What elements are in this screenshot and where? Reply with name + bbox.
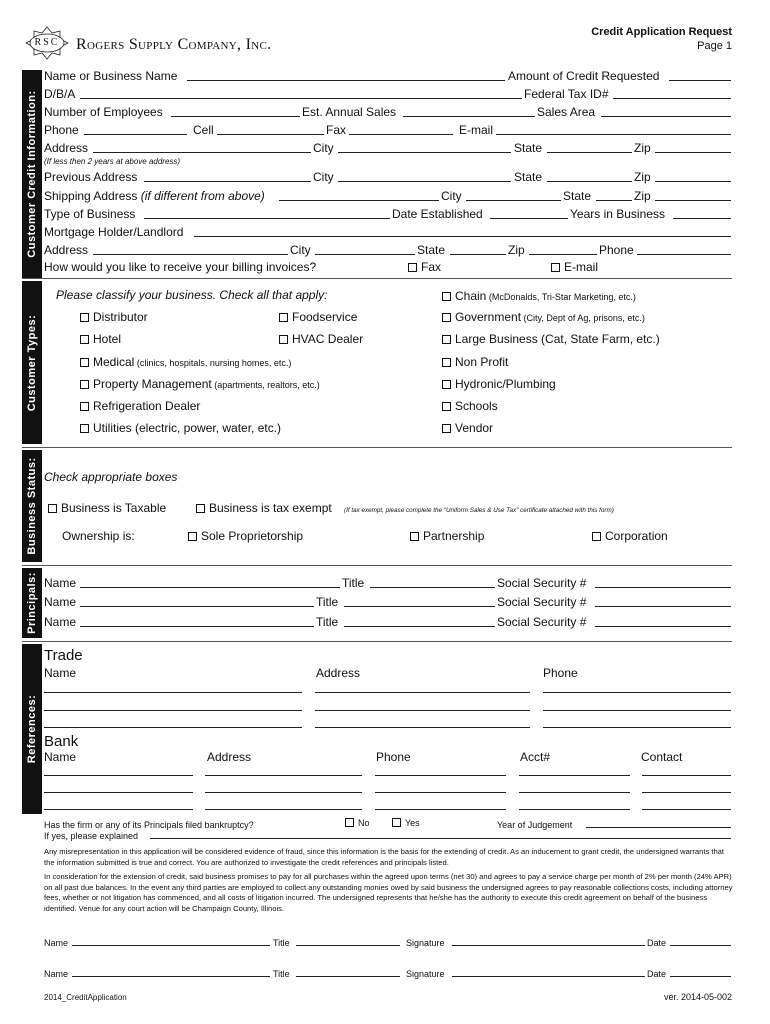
tax-id-label: Federal Tax ID# — [524, 87, 609, 101]
trade-heading: Trade — [44, 647, 83, 664]
email-label: E-mail — [459, 123, 494, 137]
bank-contact-field[interactable] — [642, 792, 731, 793]
bank-acct-field[interactable] — [519, 809, 630, 810]
bank-address-header: Address — [207, 750, 252, 764]
explain-label: If yes, please explained — [44, 831, 139, 841]
bank-acct-header: Acct# — [520, 750, 551, 764]
billing-email-checkbox[interactable]: E-mail — [551, 260, 598, 274]
amount-field[interactable] — [669, 80, 731, 81]
sales-area-label: Sales Area — [537, 105, 596, 119]
principal-title-field[interactable] — [344, 626, 495, 627]
trade-phone-field[interactable] — [543, 710, 731, 711]
years-field[interactable] — [673, 218, 731, 219]
principal-ssn-field[interactable] — [595, 626, 731, 627]
bank-name-header: Name — [44, 750, 77, 764]
bank-acct-field[interactable] — [519, 775, 630, 776]
sig-name-field[interactable] — [72, 976, 270, 977]
sales-label: Est. Annual Sales — [302, 105, 397, 119]
bank-name-field[interactable] — [44, 792, 193, 793]
years-label: Years in Business — [570, 207, 665, 221]
bank-contact-field[interactable] — [642, 775, 731, 776]
mortgage-phone-field[interactable] — [637, 254, 731, 255]
mortgage-city-label: City — [290, 243, 311, 257]
zip-field[interactable] — [655, 152, 731, 153]
type-government[interactable]: Government (City, Dept of Ag, prisons, etc.) — [442, 310, 645, 325]
prev-city-label: City — [313, 170, 334, 184]
section-customer-types: Customer Types: — [22, 281, 42, 444]
judgement-year-field[interactable] — [586, 827, 731, 828]
ship-zip-field[interactable] — [655, 200, 731, 201]
company-name: Rogers Supply Company, Inc. — [76, 36, 272, 53]
ship-state-field[interactable] — [596, 200, 632, 201]
types-intro: Please classify your business. Check all that apply: — [56, 288, 328, 302]
mortgage-phone-label: Phone — [599, 243, 634, 257]
sig-date-field[interactable] — [670, 945, 731, 946]
legal-paragraph-1: Any misrepresentation in this application will be considered evidence of fraud, since this information is the basis for the extending of credit. As an inducement to grant credit, the undersigned warrants that the information submitted is true and correct. You are authorized to investigate the credit references and principals listed. — [44, 847, 725, 867]
sig-signature-field[interactable] — [452, 945, 645, 946]
section-business-status: Business Status: — [22, 450, 42, 562]
mortgage-address-label: Address — [44, 243, 89, 257]
sig-title-field[interactable] — [296, 945, 400, 946]
shipping-label: Shipping Address (if different from above) — [44, 189, 265, 203]
principal-title-field[interactable] — [370, 587, 495, 588]
exempt-note: (If tax exempt, please complete the "Uniform Sales & Use Tax" certificate attached with this form) — [344, 507, 614, 514]
type-large[interactable]: Large Business (Cat, State Farm, etc.) — [442, 332, 660, 346]
ship-state-label: State — [563, 189, 592, 203]
type-vendor[interactable]: Vendor — [442, 421, 493, 435]
principal-ssn-field[interactable] — [595, 587, 731, 588]
date-est-label: Date Established — [392, 207, 483, 221]
type-nonprofit[interactable]: Non Profit — [442, 355, 508, 369]
ship-city-label: City — [441, 189, 462, 203]
ship-city-field[interactable] — [466, 200, 561, 201]
mortgage-label: Mortgage Holder/Landlord — [44, 225, 184, 239]
address-label: Address — [44, 141, 89, 155]
sig-signature-label: Signature — [406, 938, 445, 948]
sig-title-field[interactable] — [296, 976, 400, 977]
company-logo — [22, 25, 72, 61]
sig-signature-field[interactable] — [452, 976, 645, 977]
cell-field[interactable] — [217, 134, 324, 135]
page-title: Credit Application Request — [591, 26, 732, 38]
sole-checkbox[interactable]: Sole Proprietorship — [188, 529, 303, 543]
prev-state-field[interactable] — [547, 181, 632, 182]
ship-zip-label: Zip — [634, 189, 651, 203]
footer-version: ver. 2014-05-002 — [663, 992, 732, 1002]
mortgage-zip-label: Zip — [508, 243, 525, 257]
status-intro: Check appropriate boxes — [44, 470, 178, 484]
explain-field[interactable] — [150, 838, 731, 839]
billing-fax-checkbox[interactable]: Fax — [408, 260, 441, 274]
principal-name-field[interactable] — [80, 587, 340, 588]
trade-name-header: Name — [44, 666, 77, 680]
fax-label: Fax — [326, 123, 347, 137]
trade-phone-field[interactable] — [543, 727, 731, 728]
principal-ssn-label: Social Security # — [497, 595, 587, 609]
shipping-field[interactable] — [279, 200, 439, 201]
sig-date-label: Date — [647, 938, 667, 948]
bank-address-field[interactable] — [205, 775, 362, 776]
divider — [22, 278, 732, 279]
legal-paragraph-2: In consideration for the extension of credit, said business promises to pay for all purchases within the agreed upon terms (net 30) and agrees to pay a service charge per month of 2% per month (24% APR) on all past due balances. In the event any third parties are employed to collect any outstanding monies owed by said business the undersigned agrees to pay reasonable collections costs, including attorney fees, whether or not litigation has commenced, and all costs of litigation incurred. The undersigned represents that he/she has the authority to execute this credit agreement on behalf of the business identified. Venue for any court action will be Champaign County, Illinois. — [44, 872, 733, 913]
sig-title-label: Title — [273, 938, 290, 948]
principal-ssn-label: Social Security # — [497, 615, 587, 629]
phone-label: Phone — [44, 123, 79, 137]
tax-id-field[interactable] — [613, 98, 731, 99]
sig-name-label: Name — [44, 938, 69, 948]
principal-name-label: Name — [44, 615, 77, 629]
bank-phone-field[interactable] — [375, 792, 506, 793]
employees-label: Number of Employees — [44, 105, 163, 119]
type-hvac[interactable]: HVAC Dealer — [279, 332, 363, 346]
mortgage-address-field[interactable] — [93, 254, 288, 255]
footer-filename: 2014_CreditApplication — [44, 993, 127, 1002]
principal-name-label: Name — [44, 595, 77, 609]
fax-field[interactable] — [349, 134, 453, 135]
section-references: References: — [22, 644, 42, 814]
dba-label: D/B/A — [44, 87, 76, 101]
phone-field[interactable] — [84, 134, 187, 135]
amount-label: Amount of Credit Requested — [508, 69, 660, 83]
bank-acct-field[interactable] — [519, 792, 630, 793]
dba-field[interactable] — [80, 98, 522, 99]
sales-area-field[interactable] — [601, 116, 731, 117]
divider — [22, 565, 732, 566]
sig-date-field[interactable] — [670, 976, 731, 977]
type-hotel[interactable]: Hotel — [80, 332, 121, 346]
city-label: City — [313, 141, 334, 155]
city-field[interactable] — [338, 152, 511, 153]
bank-phone-field[interactable] — [375, 775, 506, 776]
trade-name-field[interactable] — [44, 692, 302, 693]
prev-zip-label: Zip — [634, 170, 651, 184]
sig-title-label: Title — [273, 969, 290, 979]
trade-address-field[interactable] — [315, 727, 530, 728]
corporation-checkbox[interactable]: Corporation — [592, 529, 668, 543]
partnership-checkbox[interactable]: Partnership — [410, 529, 484, 543]
trade-name-field[interactable] — [44, 710, 302, 711]
principal-ssn-label: Social Security # — [497, 576, 587, 590]
state-label: State — [514, 141, 543, 155]
bank-heading: Bank — [44, 733, 79, 750]
bank-contact-header: Contact — [641, 750, 683, 764]
principal-name-label: Name — [44, 576, 77, 590]
ownership-label: Ownership is: — [62, 529, 135, 543]
prev-city-field[interactable] — [338, 181, 511, 182]
sig-date-label: Date — [647, 969, 667, 979]
business-type-field[interactable] — [144, 218, 390, 219]
billing-question: How would you like to receive your billing invoices? — [44, 260, 317, 274]
date-est-field[interactable] — [490, 218, 568, 219]
trade-phone-header: Phone — [543, 666, 578, 680]
cell-label: Cell — [193, 123, 214, 137]
type-distributor[interactable]: Distributor — [80, 310, 148, 324]
judgement-year-label: Year of Judgement — [497, 820, 573, 830]
principal-title-label: Title — [316, 615, 339, 629]
section-principals: Principals: — [22, 568, 42, 638]
logo-letters: RSC — [34, 37, 60, 48]
principal-title-label: Title — [316, 595, 339, 609]
bankruptcy-question: Has the firm or any of its Principals filed bankruptcy? — [44, 820, 254, 830]
principal-ssn-field[interactable] — [595, 606, 731, 607]
bank-address-field[interactable] — [205, 792, 362, 793]
prev-address-label: Previous Address — [44, 170, 138, 184]
trade-address-field[interactable] — [315, 692, 530, 693]
divider — [22, 641, 732, 642]
page-number: Page 1 — [697, 40, 732, 52]
bankruptcy-yes-checkbox[interactable]: Yes — [392, 816, 420, 830]
trade-address-field[interactable] — [315, 710, 530, 711]
zip-label: Zip — [634, 141, 651, 155]
prev-state-label: State — [514, 170, 543, 184]
name-label: Name or Business Name — [44, 69, 178, 83]
mortgage-state-label: State — [417, 243, 446, 257]
sig-signature-label: Signature — [406, 969, 445, 979]
section-credit-info: Customer Credit Information: — [22, 70, 42, 278]
taxable-checkbox[interactable]: Business is Taxable — [48, 501, 166, 515]
divider — [22, 447, 732, 448]
trade-phone-field[interactable] — [543, 692, 731, 693]
state-field[interactable] — [547, 152, 632, 153]
address-field[interactable] — [93, 152, 311, 153]
bank-name-field[interactable] — [44, 809, 193, 810]
mortgage-city-field[interactable] — [315, 254, 415, 255]
address-note: (If less then 2 years at above address) — [44, 157, 181, 166]
type-utilities[interactable]: Utilities (electric, power, water, etc.) — [80, 421, 281, 435]
name-field[interactable] — [187, 80, 505, 81]
principal-name-field[interactable] — [80, 626, 314, 627]
prev-address-field[interactable] — [144, 181, 311, 182]
prev-zip-field[interactable] — [655, 181, 731, 182]
trade-address-header: Address — [316, 666, 361, 680]
bankruptcy-no-checkbox[interactable]: No — [345, 816, 370, 830]
type-foodservice[interactable]: Foodservice — [279, 310, 357, 324]
sales-field[interactable] — [403, 116, 535, 117]
exempt-checkbox[interactable]: Business is tax exempt — [196, 501, 332, 515]
trade-name-field[interactable] — [44, 727, 302, 728]
principal-title-label: Title — [342, 576, 365, 590]
bank-phone-field[interactable] — [375, 809, 506, 810]
employees-field[interactable] — [171, 116, 300, 117]
bank-name-field[interactable] — [44, 775, 193, 776]
type-refrigeration[interactable]: Refrigeration Dealer — [80, 399, 200, 413]
sig-name-field[interactable] — [72, 945, 270, 946]
type-property[interactable]: Property Management (apartments, realtors, etc.) — [80, 377, 320, 392]
bank-contact-field[interactable] — [642, 809, 731, 810]
mortgage-field[interactable] — [194, 236, 731, 237]
mortgage-state-field[interactable] — [450, 254, 506, 255]
sig-name-label: Name — [44, 969, 69, 979]
principal-title-field[interactable] — [344, 606, 495, 607]
type-hydronic[interactable]: Hydronic/Plumbing — [442, 377, 556, 391]
type-chain[interactable]: Chain (McDonalds, Tri-Star Marketing, etc.) — [442, 289, 636, 304]
type-medical[interactable]: Medical (clinics, hospitals, nursing homes, etc.) — [80, 355, 291, 370]
bank-phone-header: Phone — [376, 750, 411, 764]
type-schools[interactable]: Schools — [442, 399, 498, 413]
email-field[interactable] — [496, 134, 731, 135]
principal-name-field[interactable] — [80, 606, 314, 607]
business-type-label: Type of Business — [44, 207, 136, 221]
bank-address-field[interactable] — [205, 809, 362, 810]
mortgage-zip-field[interactable] — [529, 254, 597, 255]
